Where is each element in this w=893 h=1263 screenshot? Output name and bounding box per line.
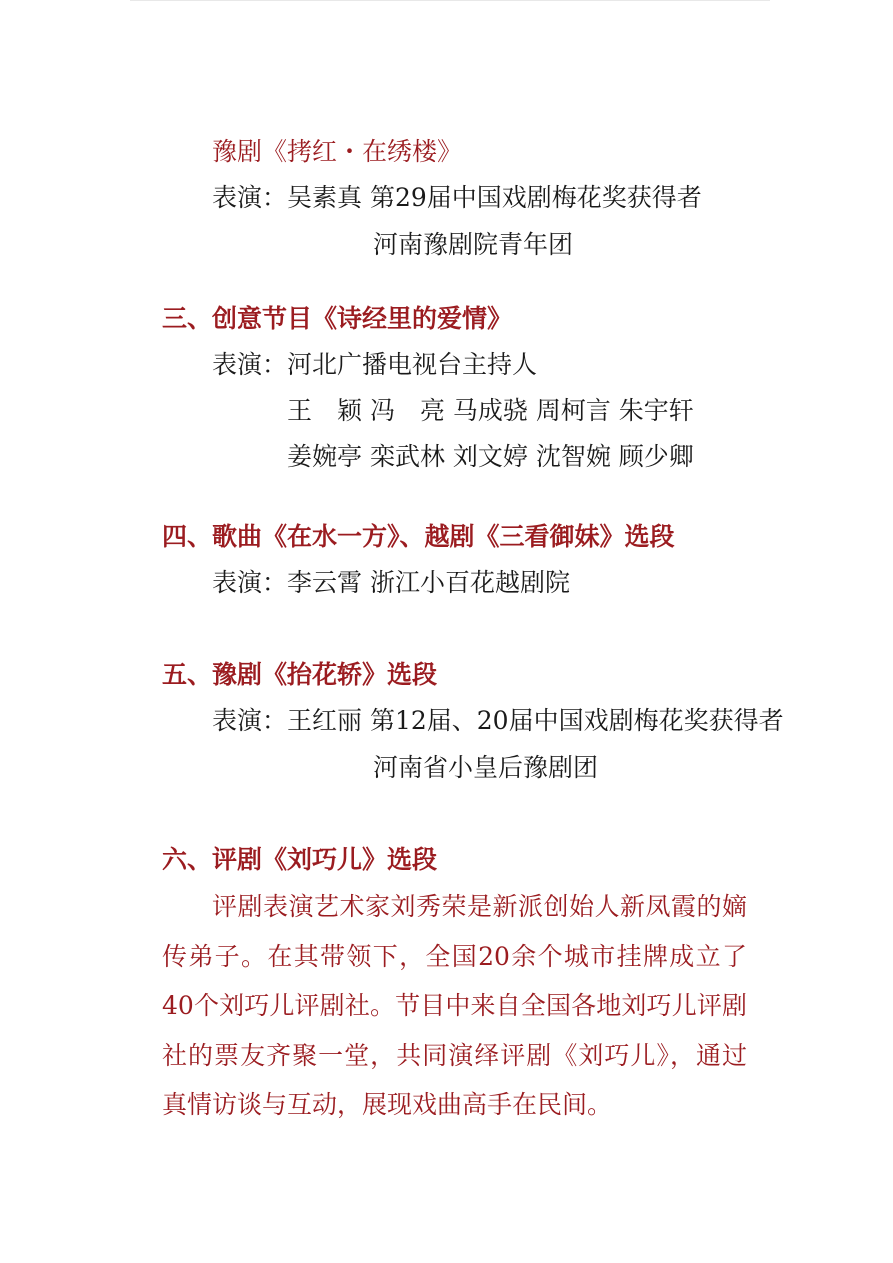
performer-label: 表演： (212, 706, 288, 735)
performer-label: 表演： (212, 183, 288, 212)
performer-label: 表演： (212, 350, 288, 379)
section-6-paragraph: 评剧表演艺术家刘秀荣是新派创始人新凤霞的嫡传弟子。在其带领下，全国20余个城市挂牌成立了40个刘巧儿评剧社。节目中来自全国各地刘巧儿评剧社的票友齐聚一堂，共同演绎评剧《刘巧儿》，通过真情访谈与互动，展现戏曲高手在民间。 (162, 892, 747, 1119)
section-heading-5: 五、豫剧《抬花轿》选段 (162, 660, 438, 689)
performer-label: 表演： (212, 568, 288, 597)
program-title-kaohong: 豫剧《拷红・在绣楼》 (212, 137, 463, 166)
performer-names-row-2: 姜婉亭 栾武林 刘文婷 沈智婉 顾少卿 (287, 442, 694, 471)
section-heading-6: 六、评剧《刘巧儿》选段 (162, 845, 438, 874)
section-heading-3: 三、创意节目《诗经里的爱情》 (162, 304, 513, 333)
performer-line: 王红丽 第12届、20届中国戏剧梅花奖获得者 (287, 706, 784, 735)
performer-names-row-1: 王 颖 冯 亮 马成骁 周柯言 朱宇轩 (287, 396, 694, 425)
top-divider (130, 0, 770, 1)
performer-line: 李云霄 浙江小百花越剧院 (287, 568, 570, 597)
performer-line: 吴素真 第29届中国戏剧梅花奖获得者 (287, 183, 702, 212)
performer-troupe: 河南省小皇后豫剧团 (373, 753, 599, 782)
performer-line: 河北广播电视台主持人 (287, 350, 538, 379)
section-heading-4: 四、歌曲《在水一方》、越剧《三看御妹》选段 (162, 522, 675, 551)
performer-troupe: 河南豫剧院青年团 (373, 230, 574, 259)
